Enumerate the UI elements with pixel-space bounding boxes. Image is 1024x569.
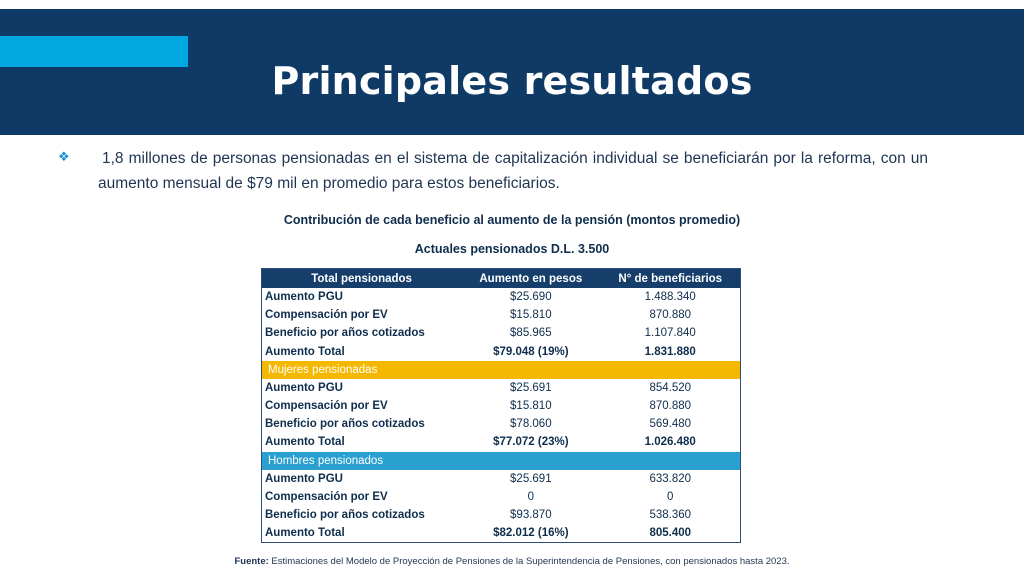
row-label: Aumento Total: [265, 527, 345, 540]
row-label: Aumento PGU: [265, 291, 343, 304]
table-row: [262, 470, 741, 488]
row-count: 1.107.840: [644, 327, 696, 340]
table-row: [262, 488, 741, 506]
table-row: [262, 506, 741, 524]
row-amount: 0: [527, 490, 535, 503]
header-total-pensionados: Total pensionados: [262, 269, 462, 289]
table-total-row: [262, 433, 741, 451]
table-row: [262, 415, 741, 433]
section-men-label: Hombres pensionados: [262, 452, 741, 470]
row-count: 538.360: [649, 508, 692, 521]
section-women: [262, 361, 741, 379]
row-amount: $82.012 (16%): [493, 527, 569, 540]
bullet-text: 1,8 millones de personas pensionadas en el sistema de capitalización individual se beneficiarán por la reforma, con un aumento mensual de $79 mil en promedio para estos beneficiarios.: [98, 150, 928, 192]
table-total-row: [262, 524, 741, 543]
header-beneficiarios: N° de beneficiarios: [600, 269, 740, 289]
row-label: Beneficio por años cotizados: [265, 327, 425, 340]
section-women-label: Mujeres pensionadas: [262, 361, 741, 379]
row-count: 1.831.880: [644, 345, 696, 358]
table-row: [262, 379, 741, 397]
section-men: [262, 452, 741, 470]
row-count: 870.880: [649, 309, 692, 322]
row-count: 870.880: [649, 400, 692, 413]
row-label: Beneficio por años cotizados: [265, 418, 425, 431]
diamond-bullet-icon: ❖: [58, 149, 70, 164]
table-row: [262, 288, 741, 306]
row-amount: $93.870: [510, 508, 552, 521]
page-title: Principales resultados: [271, 59, 753, 103]
row-count: 1.488.340: [644, 291, 696, 304]
row-count: 805.400: [649, 527, 692, 540]
row-count: 569.480: [649, 418, 692, 431]
row-amount: $77.072 (23%): [493, 436, 569, 449]
table-subtitle: Actuales pensionados D.L. 3.500: [414, 242, 610, 256]
row-count: 854.520: [649, 381, 692, 394]
header-aumento-pesos: Aumento en pesos: [461, 269, 600, 289]
table-row: [262, 306, 741, 324]
row-label: Compensación por EV: [265, 309, 388, 322]
row-amount: $25.690: [510, 291, 552, 304]
table-title: Contribución de cada beneficio al aumento de la pensión (montos promedio): [283, 213, 741, 227]
results-table: [261, 268, 741, 543]
source-text: Estimaciones del Modelo de Proyección de Pensiones de la Superintendencia de Pensiones, con pensionados hasta 2023.: [268, 556, 790, 567]
row-count: 633.820: [649, 472, 692, 485]
row-amount: $15.810: [510, 309, 552, 322]
row-label: Aumento PGU: [265, 381, 343, 394]
row-amount: $15.810: [510, 400, 552, 413]
row-count: 1.026.480: [644, 436, 696, 449]
source-footnote: [0, 556, 1024, 567]
row-label: Beneficio por años cotizados: [265, 508, 425, 521]
row-label: Aumento Total: [265, 345, 345, 358]
row-label: Compensación por EV: [265, 490, 388, 503]
row-amount: $85.965: [510, 327, 552, 340]
row-label: Compensación por EV: [265, 400, 388, 413]
table-total-row: [262, 343, 741, 361]
table-row: [262, 324, 741, 342]
row-amount: $79.048 (19%): [493, 345, 569, 358]
table-row: [262, 397, 741, 415]
row-amount: $25.691: [510, 381, 552, 394]
row-label: Aumento PGU: [265, 472, 343, 485]
row-label: Aumento Total: [265, 436, 345, 449]
source-label: Fuente:: [234, 556, 269, 567]
row-amount: $25.691: [510, 472, 552, 485]
row-amount: $78.060: [510, 418, 552, 431]
table-header-row: [262, 269, 741, 289]
row-count: 0: [667, 490, 674, 503]
